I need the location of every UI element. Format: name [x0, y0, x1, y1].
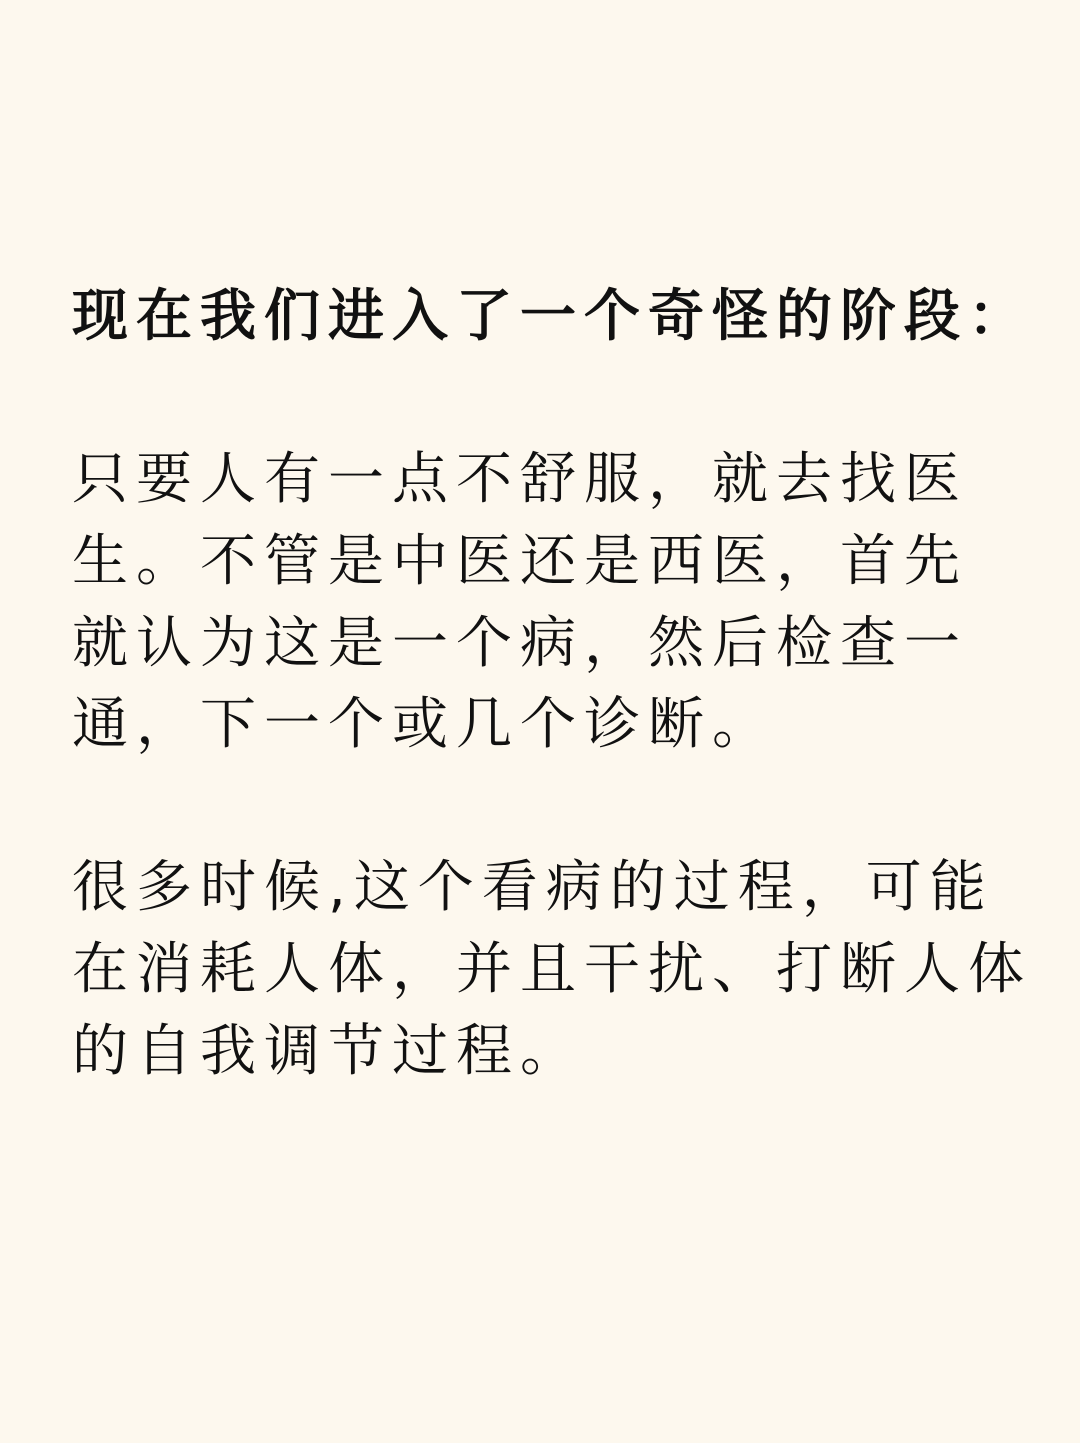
- paragraph-line: 就认为这是一个病，然后检查一: [72, 611, 968, 676]
- paragraph-line: 生。不管是中医还是西医，首先: [72, 529, 968, 594]
- paragraph-line: 的自我调节过程。: [72, 1019, 584, 1084]
- paragraph-line: 通，下一个或几个诊断。: [72, 692, 776, 757]
- paragraph-line: 在消耗人体，并且干扰、打断人体: [72, 937, 1032, 1002]
- paragraph-line: 很多时候,这个看病的过程，可能: [72, 855, 994, 920]
- page-title: 现在我们进入了一个奇怪的阶段：: [72, 284, 1032, 349]
- paragraph-line: 只要人有一点不舒服，就去找医: [72, 447, 968, 512]
